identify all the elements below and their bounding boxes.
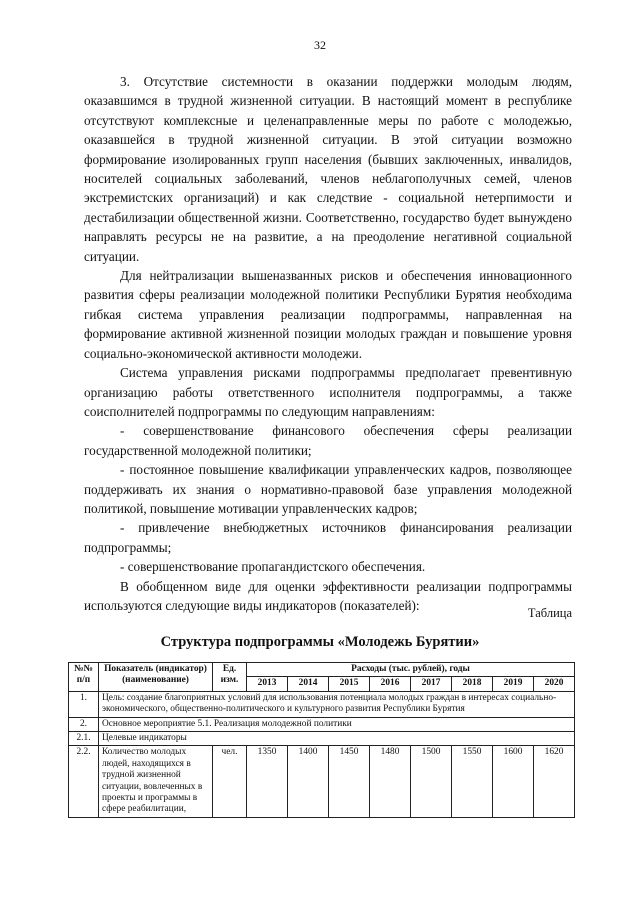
header-indicator: Показатель (индикатор) (наименование) [99,663,213,692]
indicator-value: 1450 [329,746,370,817]
header-unit: Ед. изм. [213,663,247,692]
row-num: 1. [69,691,99,717]
paragraph: Для нейтрализации вышеназванных рисков и обеспечения инновационного развития сферы реализации молодежной политики Республики Бурятия необходима гибкая система управления реализации подпрограммы, направленная на формирование активной жизненной позиции молодых граждан и повышение уровня социально-экономической активности молодежи. [84,268,572,361]
list-item: - постоянное повышение квалификации управленческих кадров, позволяющее поддерживать их знания о нормативно-правовой базе управления молодежной политикой, повышение мотивации управленческих кадров; [84,462,572,516]
row-text: Основное мероприятие 5.1. Реализация молодежной политики [99,717,575,731]
header-year: 2015 [329,677,370,691]
header-year: 2019 [493,677,534,691]
header-year: 2017 [411,677,452,691]
indicator-value: 1500 [411,746,452,817]
list-item: - привлечение внебюджетных источников финансирования реализации подпрограммы; [84,520,572,555]
list-item: - совершенствование пропагандистского обеспечения. [120,559,426,575]
table-title: Структура подпрограммы «Молодежь Бурятии» [160,634,480,650]
header-num: №№ п/п [69,663,99,692]
structure-table [68,662,575,818]
header-year: 2014 [288,677,329,691]
table-row [69,717,575,731]
paragraph: В обобщенном виде для оценки эффективности реализации подпрограммы используются следующие виды индикаторов (показателей): [84,578,572,613]
table-row [69,691,575,717]
row-num: 2.2. [69,746,99,817]
page-number: 32 [314,38,326,52]
header-year: 2020 [534,677,575,691]
paragraph: 3. Отсутствие системности в оказании поддержки молодым людям, оказавшимся в трудной жизненной ситуации. В настоящий момент в республике отсутствуют комплексные и целенаправленные меры по работе с молодежью, оказавшейся в трудной жизненной ситуации. В этой ситуации возможно формирование изолированных групп населения (бывших заключенных, инвалидов, носителей социальных заболеваний, членов неблагополучных семей, членов экстремистских организаций) и как следствие - социальной нетерпимости и дестабилизации общественной жизни. Соответственно, государство будет вынуждено направлять ресурсы не на развитие, а на преодоление негативной социальной ситуации. [84,74,572,264]
row-num: 2.1. [69,732,99,746]
list-item: - совершенствование финансового обеспечения сферы реализации государственной молодежной политики; [84,423,572,458]
table-label: Таблица [527,606,572,620]
indicator-unit: чел. [213,746,247,817]
paragraph: Система управления рисками подпрограммы предполагает превентивную организацию работы ответственного исполнителя подпрограммы, а также соисполнителей подпрограммы по следующим направлениям: [84,365,572,419]
indicator-value: 1550 [452,746,493,817]
indicator-name: Количество молодых людей, находящихся в трудной жизненной ситуации, вовлеченных в проекты и программы в сфере реабилитации, [99,746,213,817]
row-text: Целевые индикаторы [99,732,575,746]
body-text [84,72,572,615]
header-year: 2018 [452,677,493,691]
table-row [69,746,575,817]
indicator-value: 1620 [534,746,575,817]
row-num: 2. [69,717,99,731]
indicator-value: 1480 [370,746,411,817]
header-year: 2013 [247,677,288,691]
indicator-value: 1400 [288,746,329,817]
header-expenses: Расходы (тыс. рублей), годы [247,663,575,677]
table-row [69,732,575,746]
indicator-value: 1600 [493,746,534,817]
table-header-row [69,663,575,677]
indicator-value: 1350 [247,746,288,817]
header-year: 2016 [370,677,411,691]
row-text: Цель: создание благоприятных условий для использования потенциала молодых граждан в интересах социально-экономического, общественно-политического и культурного развития Республики Бурятия [99,691,575,717]
